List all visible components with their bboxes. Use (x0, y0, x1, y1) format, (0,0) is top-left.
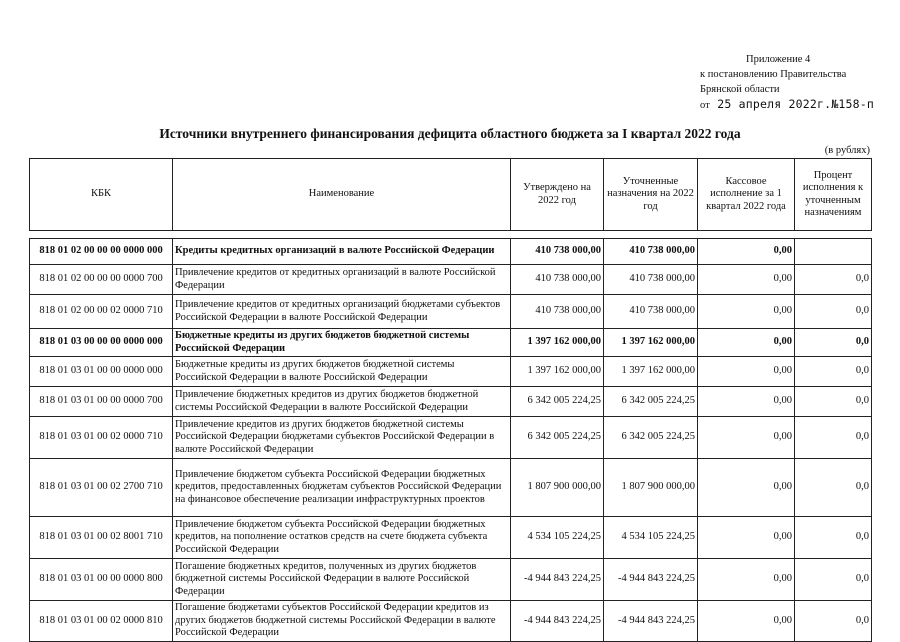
specified-cell: 1 807 900 000,00 (604, 459, 698, 517)
percent-cell: 0,0 (795, 357, 872, 387)
table-row (30, 559, 872, 601)
appendix-date (700, 97, 898, 113)
kbk-cell: 818 01 03 01 00 02 2700 710 (30, 459, 173, 517)
specified-cell: 4 534 105 224,25 (604, 517, 698, 559)
specified-cell: 410 738 000,00 (604, 295, 698, 329)
table-row (30, 329, 872, 357)
percent-cell: 0,0 (795, 559, 872, 601)
executed-cell: 0,00 (698, 357, 795, 387)
unit-note: (в рублях) (824, 145, 870, 156)
kbk-cell: 818 01 03 01 00 02 0000 710 (30, 417, 173, 459)
specified-cell: 1 397 162 000,00 (604, 357, 698, 387)
percent-cell: 0,0 (795, 601, 872, 642)
name-cell: Кредиты кредитных организаций в валюте Российской Федерации (173, 239, 511, 265)
approved-cell: 410 738 000,00 (511, 295, 604, 329)
executed-cell: 0,00 (698, 329, 795, 357)
specified-cell: 1 397 162 000,00 (604, 329, 698, 357)
approved-cell: 4 534 105 224,25 (511, 517, 604, 559)
executed-cell: 0,00 (698, 601, 795, 642)
header-specified: Уточненные назначения на 2022 год (604, 159, 698, 231)
header-approved: Утверждено на 2022 год (511, 159, 604, 231)
name-cell: Привлечение бюджетных кредитов из других бюджетов бюджетной системы Российской Федерации в валюте Российской Федерации (173, 387, 511, 417)
approved-cell: 6 342 005 224,25 (511, 387, 604, 417)
executed-cell: 0,00 (698, 559, 795, 601)
approved-cell: 410 738 000,00 (511, 239, 604, 265)
name-cell: Привлечение кредитов от кредитных организаций бюджетами субъектов Российской Федерации в валюте Российской Федерации (173, 295, 511, 329)
executed-cell: 0,00 (698, 459, 795, 517)
header-kbk: КБК (30, 159, 173, 231)
specified-cell: 410 738 000,00 (604, 239, 698, 265)
name-cell: Погашение бюджетных кредитов, полученных из других бюджетов бюджетной системы Российской Федерации в валюте Российской Федерации (173, 559, 511, 601)
percent-cell: 0,0 (795, 517, 872, 559)
name-cell: Привлечение кредитов из других бюджетов бюджетной системы Российской Федерации бюджетами субъектов Российской Федерации в валюте Российской Федерации (173, 417, 511, 459)
table-row (30, 601, 872, 642)
appendix-region-line: Брянской области (700, 84, 780, 95)
appendix-block (700, 52, 898, 113)
kbk-cell: 818 01 03 01 00 00 0000 800 (30, 559, 173, 601)
table-header-row (30, 159, 872, 231)
approved-cell: 1 397 162 000,00 (511, 329, 604, 357)
name-cell: Привлечение бюджетом субъекта Российской Федерации бюджетных кредитов, предоставленных бюджетам субъектов Российской Федерации на финансовое обеспечение реализации инфраструктурных проектов (173, 459, 511, 517)
name-cell: Бюджетные кредиты из других бюджетов бюджетной системы Российской Федерации в валюте Российской Федерации (173, 357, 511, 387)
table-row (30, 459, 872, 517)
name-cell: Бюджетные кредиты из других бюджетов бюджетной системы Российской Федерации (173, 329, 511, 357)
approved-cell: 1 807 900 000,00 (511, 459, 604, 517)
kbk-cell: 818 01 03 01 00 00 0000 700 (30, 387, 173, 417)
specified-cell: -4 944 843 224,25 (604, 559, 698, 601)
percent-cell: 0,0 (795, 329, 872, 357)
appendix-number: Приложение 4 (746, 54, 811, 65)
approved-cell: 410 738 000,00 (511, 265, 604, 295)
kbk-cell: 818 01 02 00 00 00 0000 000 (30, 239, 173, 265)
kbk-cell: 818 01 03 01 00 02 0000 810 (30, 601, 173, 642)
specified-cell: 410 738 000,00 (604, 265, 698, 295)
budget-table (29, 158, 872, 642)
table-row (30, 387, 872, 417)
document-title: Источники внутреннего финансирования дефицита областного бюджета за I квартал 2022 года (159, 126, 741, 141)
name-cell: Привлечение кредитов от кредитных организаций в валюте Российской Федерации (173, 265, 511, 295)
name-cell: Погашение бюджетами субъектов Российской Федерации кредитов из других бюджетов бюджетной системы Российской Федерации в валюте Российской Федерации (173, 601, 511, 642)
percent-cell (795, 239, 872, 265)
executed-cell: 0,00 (698, 517, 795, 559)
percent-cell: 0,0 (795, 265, 872, 295)
header-name: Наименование (173, 159, 511, 231)
table-row (30, 265, 872, 295)
kbk-cell: 818 01 03 01 00 02 8001 710 (30, 517, 173, 559)
table-body (30, 239, 872, 642)
approved-cell: 6 342 005 224,25 (511, 417, 604, 459)
header-executed: Кассовое исполнение за 1 квартал 2022 года (698, 159, 795, 231)
approved-cell: -4 944 843 224,25 (511, 559, 604, 601)
percent-cell: 0,0 (795, 417, 872, 459)
kbk-cell: 818 01 02 00 00 02 0000 710 (30, 295, 173, 329)
table-row (30, 239, 872, 265)
executed-cell: 0,00 (698, 417, 795, 459)
header-percent: Процент исполнения к уточненным назначениям (795, 159, 872, 231)
name-cell: Привлечение бюджетом субъекта Российской Федерации бюджетных кредитов, на пополнение остатков средств на счете бюджета субъекта Российской Федерации (173, 517, 511, 559)
appendix-decree-line: к постановлению Правительства (700, 69, 847, 80)
specified-cell: 6 342 005 224,25 (604, 417, 698, 459)
appendix-date-prefix: от (700, 100, 711, 111)
executed-cell: 0,00 (698, 239, 795, 265)
header-spacer (30, 231, 872, 239)
specified-cell: -4 944 843 224,25 (604, 601, 698, 642)
appendix-date-value: 25 апреля 2022г.№158-п (717, 97, 874, 111)
table-row (30, 357, 872, 387)
table-row (30, 295, 872, 329)
percent-cell: 0,0 (795, 459, 872, 517)
table-row (30, 417, 872, 459)
executed-cell: 0,00 (698, 265, 795, 295)
executed-cell: 0,00 (698, 387, 795, 417)
percent-cell: 0,0 (795, 295, 872, 329)
specified-cell: 6 342 005 224,25 (604, 387, 698, 417)
approved-cell: 1 397 162 000,00 (511, 357, 604, 387)
kbk-cell: 818 01 03 01 00 00 0000 000 (30, 357, 173, 387)
kbk-cell: 818 01 03 00 00 00 0000 000 (30, 329, 173, 357)
table-row (30, 517, 872, 559)
executed-cell: 0,00 (698, 295, 795, 329)
approved-cell: -4 944 843 224,25 (511, 601, 604, 642)
percent-cell: 0,0 (795, 387, 872, 417)
kbk-cell: 818 01 02 00 00 00 0000 700 (30, 265, 173, 295)
